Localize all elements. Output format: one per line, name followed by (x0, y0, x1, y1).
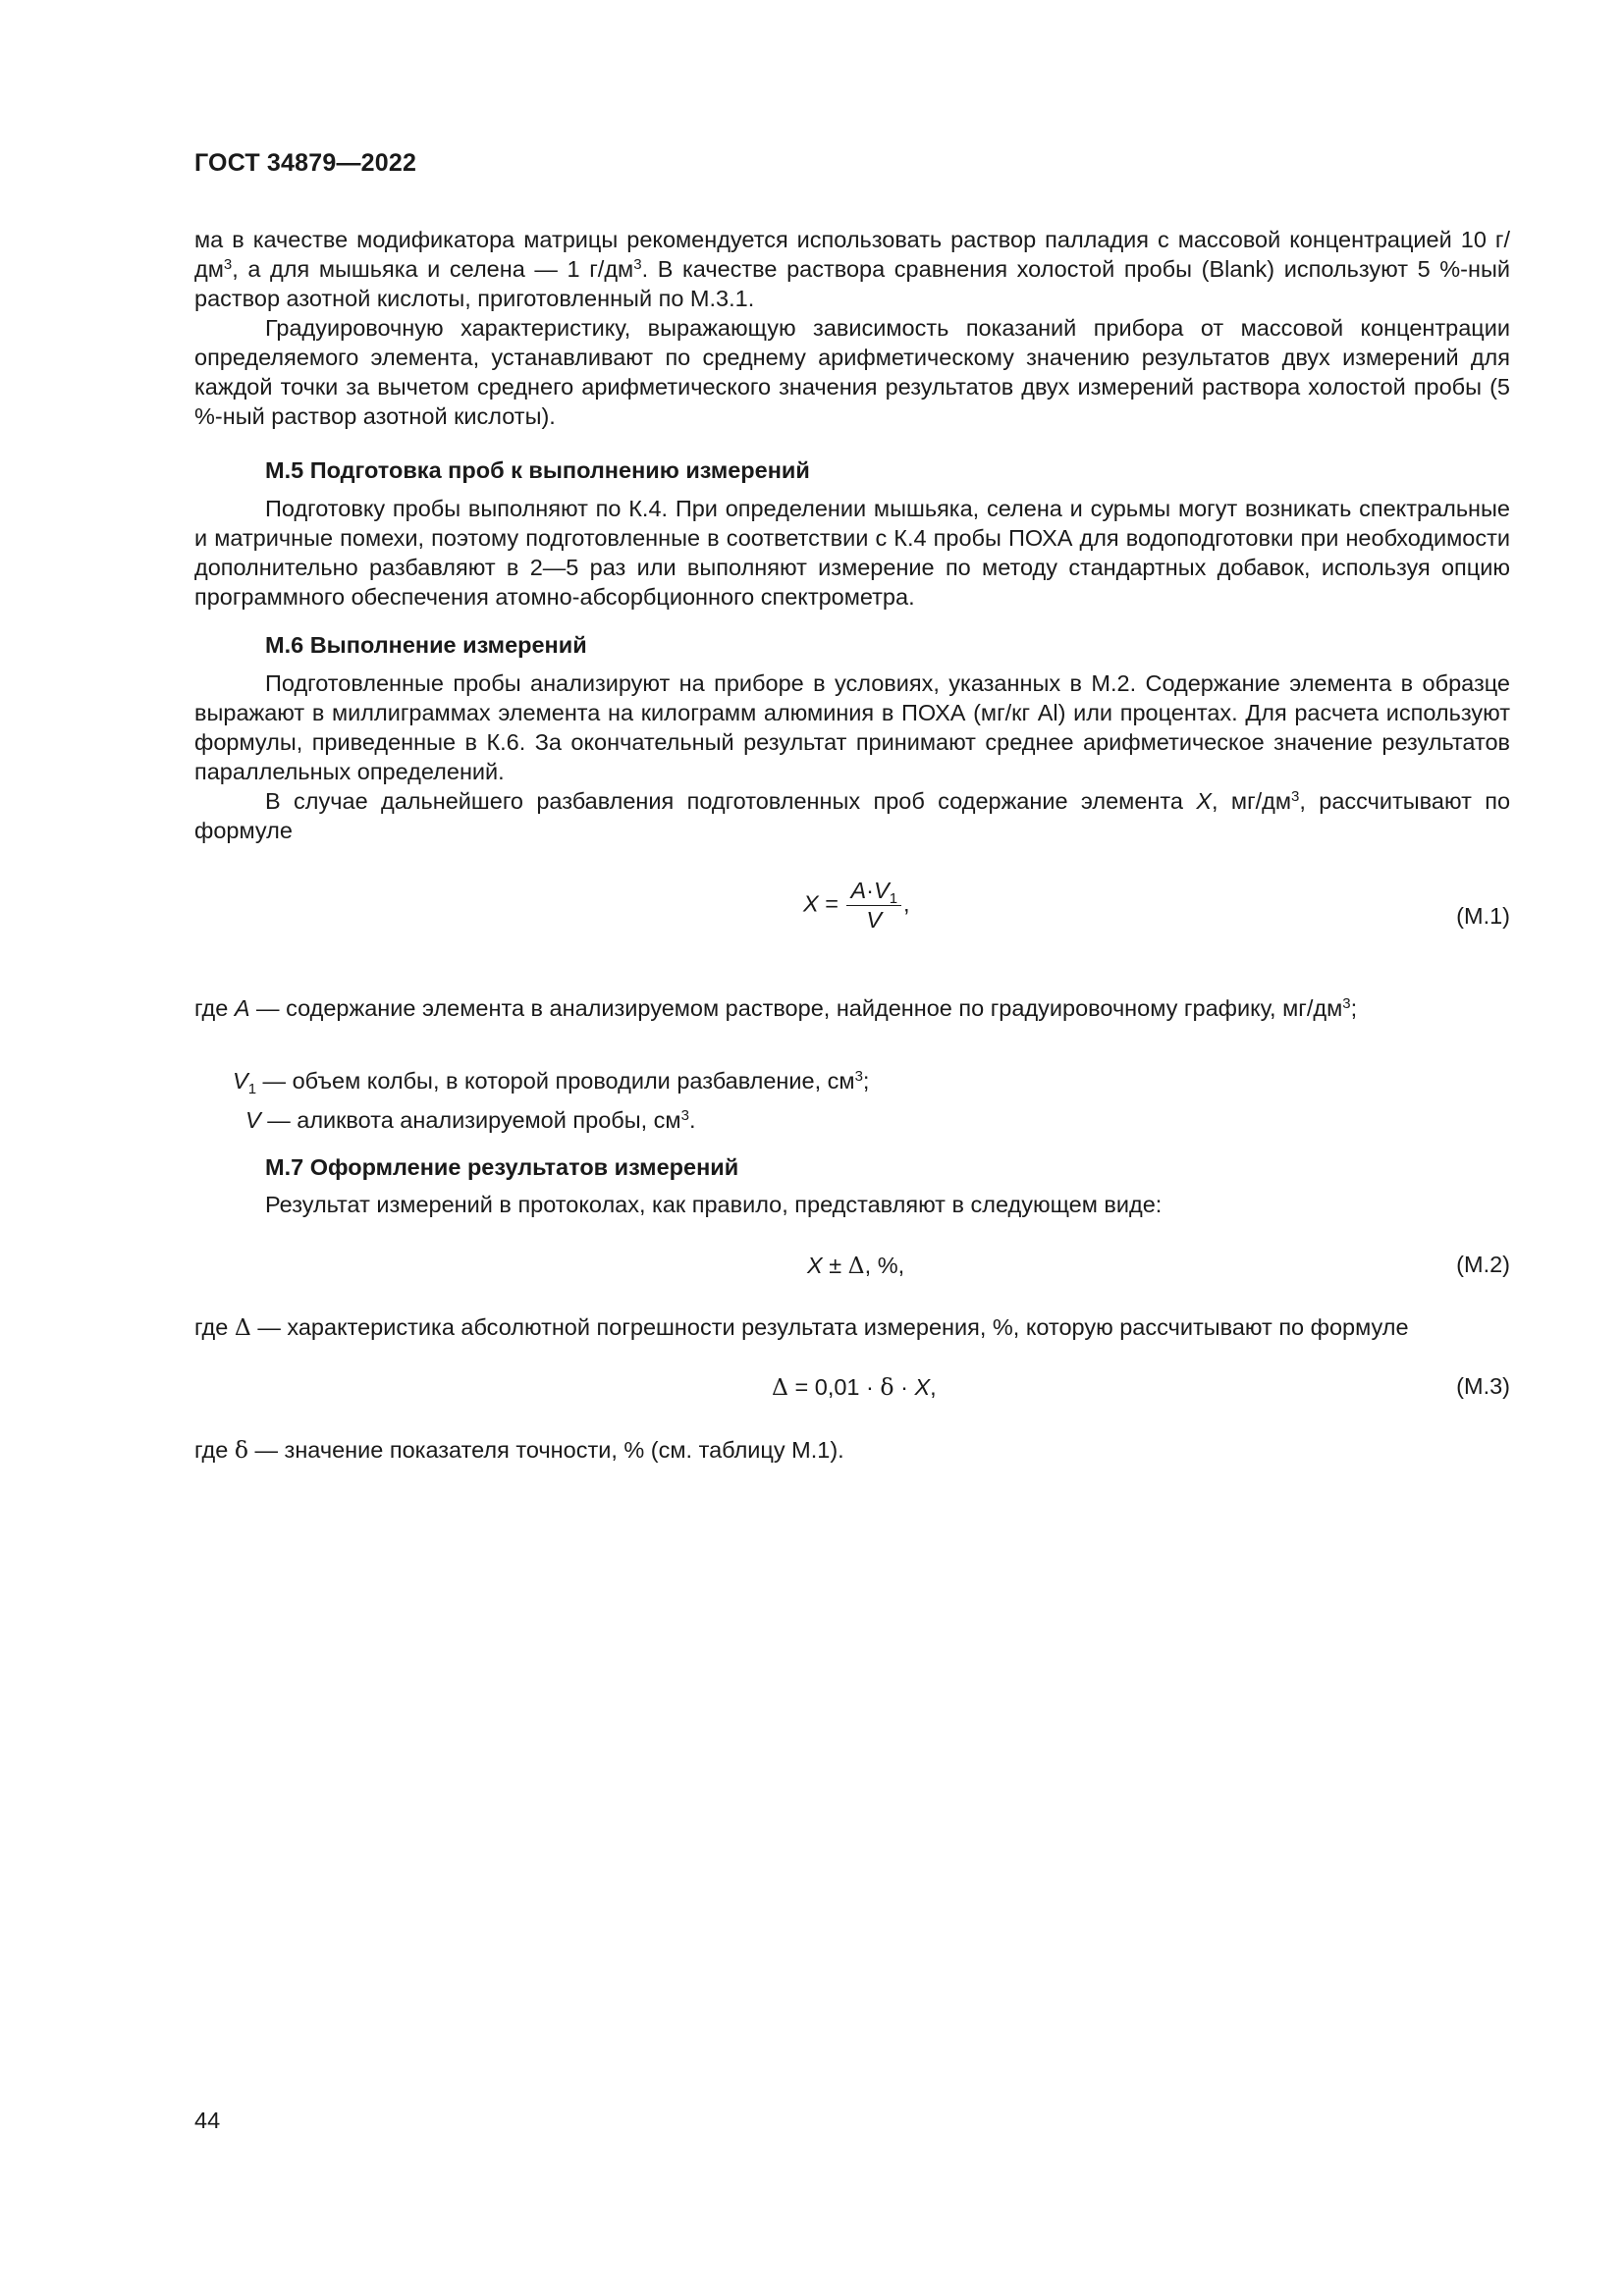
section-heading-m5: М.5 Подготовка проб к выполнению измерений (265, 457, 810, 483)
where-v-line: V — аликвота анализируемой пробы, $см^3$. (245, 1107, 696, 1133)
section-m6-body (194, 668, 1510, 845)
page-number: 44 (194, 2108, 221, 2133)
section-heading-m6: М.6 Выполнение измерений (265, 632, 587, 658)
fraction: $\frac{A\cdot V_1}{V}$ (846, 878, 901, 934)
intro-paragraph-1: ма в качестве модификатора матрицы рекомендуется использовать раствор палладия с массовой концентрацией 10 $г/дм^3$, а для мышьяка и селена — 1 $г/дм^3$. В качестве раствора сравнения холостой пробы (Blank) используют 5 %-ный раствор азотной кислоты, приготовленный по М.3.1. (194, 227, 1510, 311)
where-small-delta-line: где δ — значение показателя точности, % (см. таблицу М.1). (194, 1436, 844, 1464)
document-header: ГОСТ 34879—2022 (194, 149, 417, 177)
section-m5-body (194, 494, 1510, 612)
equation-number-m3: (М.3) (1456, 1373, 1510, 1399)
where-v1-line: $V_1$ — объем колбы, в которой проводили разбавление, $см^3$; (233, 1068, 870, 1097)
formula-m3: Δ = 0,01 · δ · X, (772, 1373, 937, 1401)
section-heading-m7: М.7 Оформление результатов измерений (265, 1154, 739, 1180)
m6-paragraph-1: Подготовленные пробы анализируют на приборе в условиях, указанных в М.2. Содержание элемента в образце выражают в миллиграммах элемента на килограмм алюминия в ПОХА (мг/кг Al) или процентах. Для расчета используют формулы, приведенные в К.6. За окончательный результат принимают среднее арифметическое значение результатов параллельных определений. (194, 670, 1510, 784)
formula-m2: X ± Δ, %, (807, 1252, 905, 1279)
m5-paragraph: Подготовку пробы выполняют по К.4. При определении мышьяка, селена и сурьмы могут возникать спектральные и матричные помехи, поэтому подготовленные в соответствии с К.4 пробы ПОХА для водоподготовки при необходимости дополнительно разбавляют в 2—5 раз или выполняют измерение по методу стандартных добавок, используя опцию программного обеспечения атомно-абсорбционного спектрометра. (194, 496, 1510, 610)
m6-paragraph-2: В случае дальнейшего разбавления подготовленных проб содержание элемента X, $мг/дм^3$, рассчитывают по формуле (194, 788, 1511, 843)
intro-paragraph-2: Градуировочную характеристику, выражающую зависимость показаний прибора от массовой концентрации определяемого элемента, устанавливают по среднему арифметическому значению результатов двух измерений для каждой точки за вычетом среднего арифметического значения результатов двух измерений раствора холостой пробы (5 %-ный раствор азотной кислоты). (194, 315, 1510, 429)
formula-m1: X = $\frac{A\cdot V_1}{V}$ , (803, 878, 910, 933)
equation-number-m2: (М.2) (1456, 1252, 1510, 1277)
where-a-line: где A — содержание элемента в анализируемом растворе, найденное по градуировочному графику, $мг/дм^3$; (194, 995, 1358, 1021)
intro-section (194, 225, 1510, 431)
where-delta-line: где Δ — характеристика абсолютной погрешности результата измерения, %, которую рассчитывают по формуле (194, 1313, 1409, 1341)
m7-paragraph: Результат измерений в протоколах, как правило, представляют в следующем виде: (265, 1192, 1163, 1217)
equation-number-m1: (М.1) (1456, 903, 1510, 929)
